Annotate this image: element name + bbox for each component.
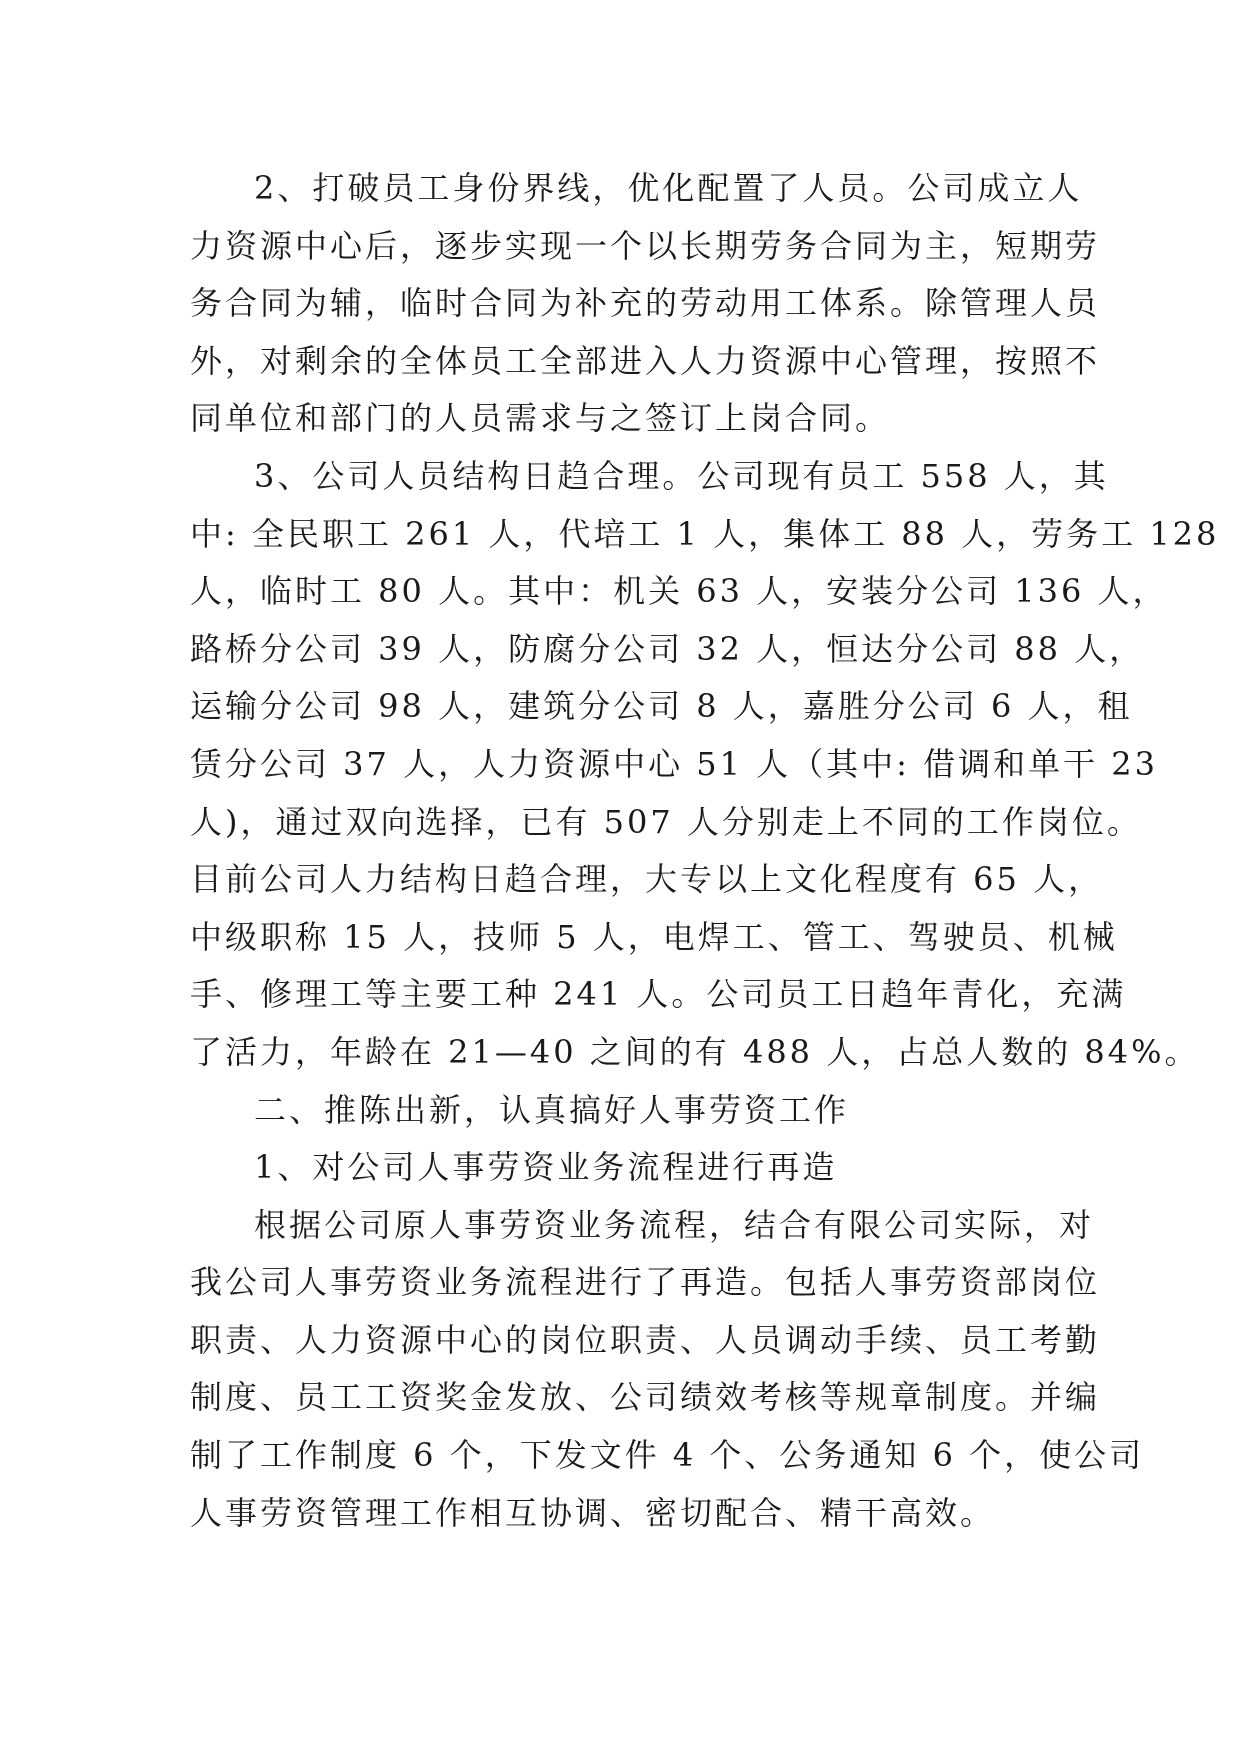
text-line-14: 中级职称 15 人，技师 5 人，电焊工、管工、驾驶员、机械 <box>190 917 1118 956</box>
text-line-11: 赁分公司 37 人，人力资源中心 51 人（其中: 借调和单干 23 <box>190 744 1158 783</box>
text-line-23: 制了工作制度 6 个，下发文件 4 个、公务通知 6 个，使公司 <box>190 1436 1145 1475</box>
text-line-21: 职责、人力资源中心的岗位职责、人员调动手续、员工考勤 <box>190 1320 1101 1359</box>
text-line-8: 人，临时工 80 人。其中：机关 63 人，安装分公司 136 人， <box>190 572 1168 611</box>
text-line-24: 人事劳资管理工作相互协调、密切配合、精干高效。 <box>190 1493 996 1532</box>
text-line-6: 3、公司人员结构日趋合理。公司现有员工 558 人，其 <box>254 456 1109 495</box>
text-line-22: 制度、员工工资奖金发放、公司绩效考核等规章制度。并编 <box>190 1378 1101 1417</box>
section-heading: 二、推陈出新，认真搞好人事劳资工作 <box>254 1090 850 1129</box>
subsection-heading: 1、对公司人事劳资业务流程进行再造 <box>254 1148 838 1187</box>
text-line-4: 外，对剩余的全体员工全部进入人力资源中心管理，按照不 <box>190 341 1101 380</box>
text-line-13: 目前公司人力结构日趋合理，大专以上文化程度有 65 人， <box>190 860 1104 899</box>
text-line-5: 同单位和部门的人员需求与之签订上岗合同。 <box>190 399 891 438</box>
text-line-10: 运输分公司 98 人，建筑分公司 8 人，嘉胜分公司 6 人，租 <box>190 687 1133 726</box>
text-line-1: 2、打破员工身份界线，优化配置了人员。公司成立人 <box>254 169 1083 207</box>
document-page <box>190 160 1220 1542</box>
text-line-9: 路桥分公司 39 人，防腐分公司 32 人，恒达分公司 88 人， <box>190 629 1145 668</box>
text-line-2: 力资源中心后，逐步实现一个以长期劳务合同为主，短期劳 <box>190 226 1101 265</box>
text-line-20: 我公司人事劳资业务流程进行了再造。包括人事劳资部岗位 <box>190 1263 1101 1302</box>
text-line-7: 中: 全民职工 261 人，代培工 1 人，集体工 88 人，劳务工 128 <box>190 514 1220 553</box>
text-line-16: 了活力，年龄在 21—40 之间的有 488 人，占总人数的 84%。 <box>190 1032 1200 1071</box>
text-line-19: 根据公司原人事劳资业务流程，结合有限公司实际，对 <box>254 1205 1095 1244</box>
text-line-15: 手、修理工等主要工种 241 人。公司员工日趋年青化，充满 <box>190 975 1127 1014</box>
text-line-12: 人)，通过双向选择，已有 507 人分别走上不同的工作岗位。 <box>190 802 1142 841</box>
text-line-3: 务合同为辅，临时合同为补充的劳动用工体系。除管理人员 <box>190 284 1101 323</box>
